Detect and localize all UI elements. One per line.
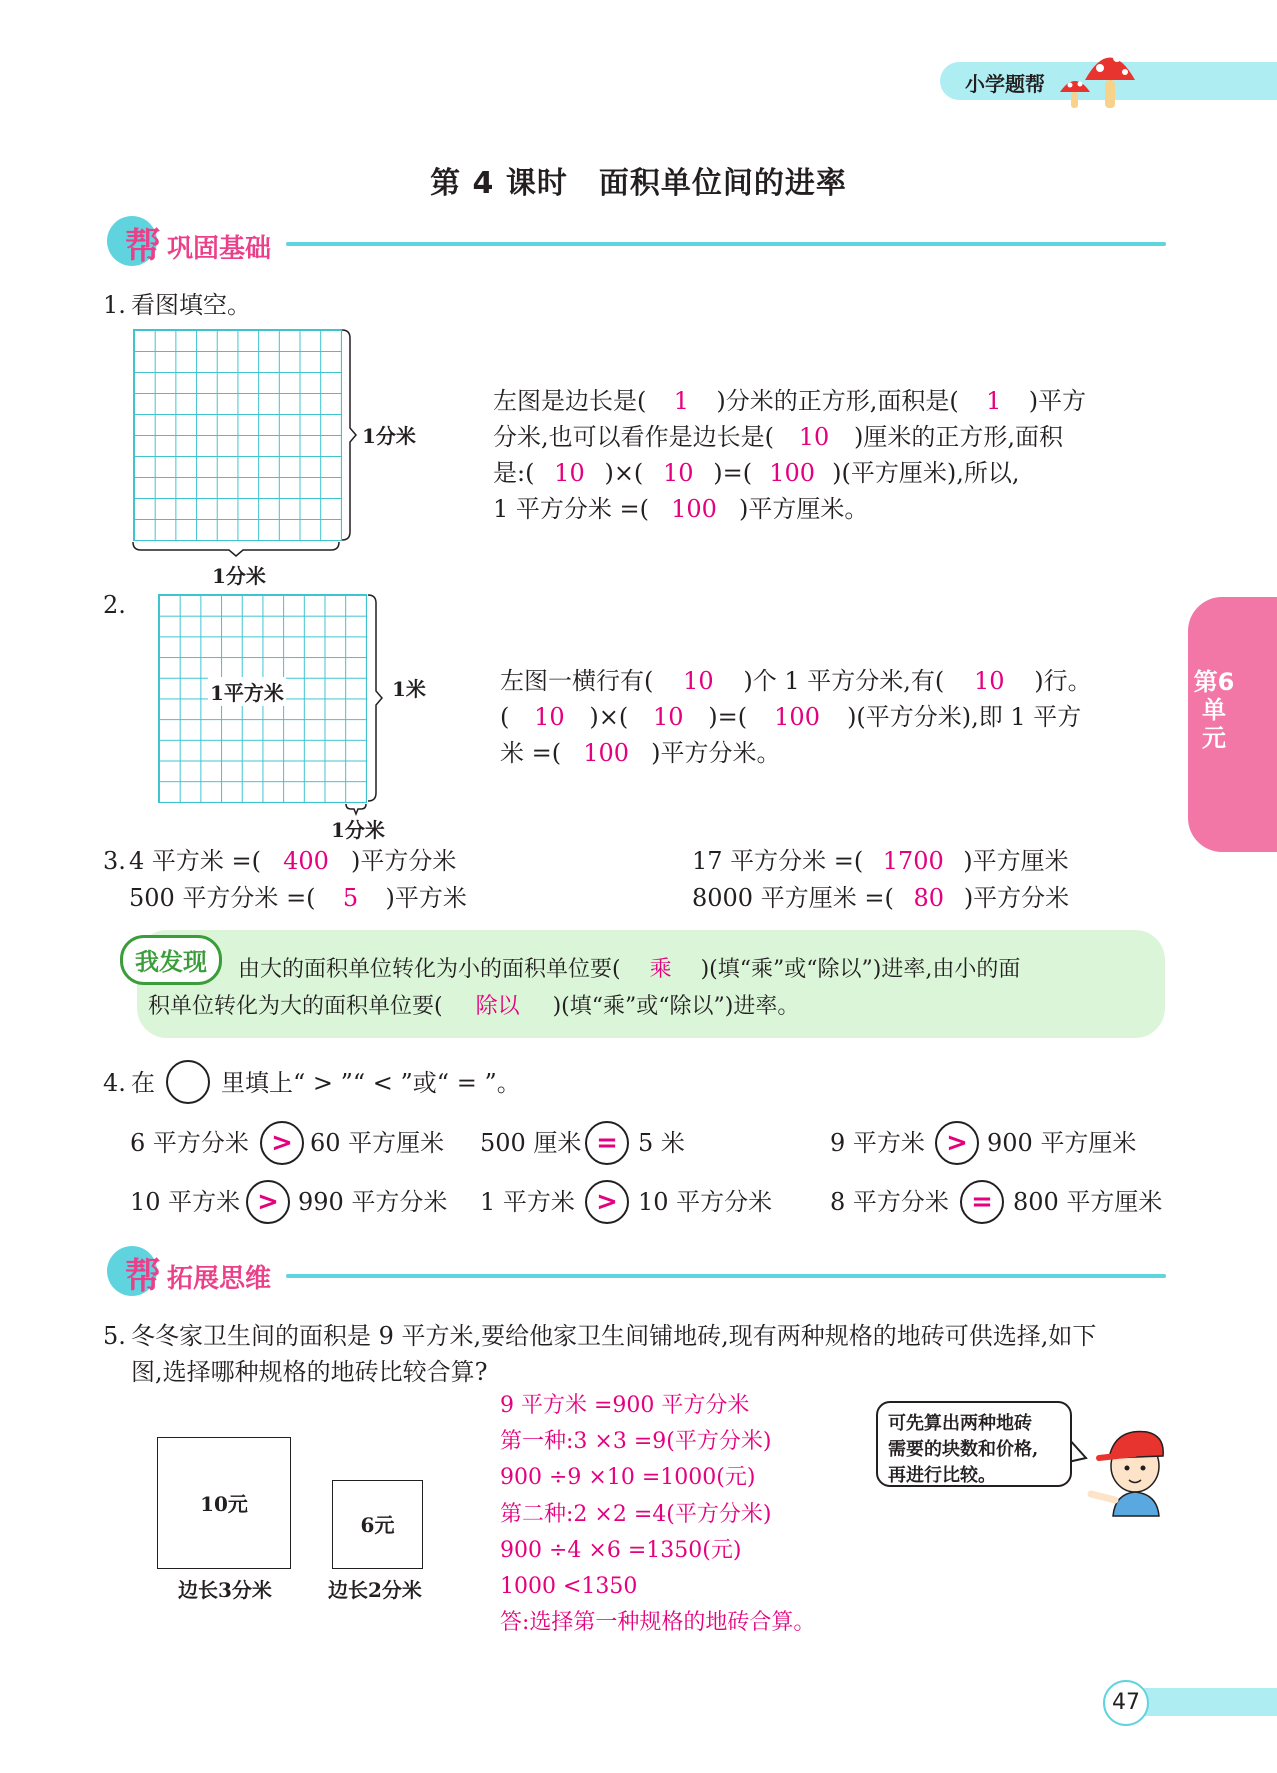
q3-number: 3. (103, 847, 126, 875)
answer: 5 (342, 884, 359, 912)
answer: 10 (663, 459, 694, 487)
section-bang: 帮 (125, 226, 162, 267)
q1-brace-bottom (131, 540, 343, 560)
page-title: 第 4 课时 面积单位间的进率 (430, 166, 847, 201)
q2-text-line3: 米 =( 100 )平方分米。 (500, 735, 780, 771)
q4-item-left: 1 平方米 (480, 1188, 575, 1216)
q4-number: 4. (103, 1069, 126, 1097)
q4-prompt-post: 里填上“ > ”“ < ”或“ = ”。 (221, 1069, 521, 1097)
q4-item-right: 10 平方分米 (638, 1188, 773, 1216)
unit-side-label: 第6单元 (1193, 668, 1235, 752)
answer-line: 第二种:2 ×2 =4(平方分米) (500, 1501, 772, 1527)
q1-number: 1. (103, 291, 126, 319)
answer: 10 (798, 423, 830, 451)
tile-small-caption: 边长2分米 (328, 1578, 422, 1602)
compare-circle-icon (166, 1060, 210, 1104)
q5-line1: 冬冬家卫生间的面积是 9 平方米,要给他家卫生间铺地砖,现有两种规格的地砖可供选择,如下 (131, 1322, 1097, 1350)
answer: 除以 (475, 994, 520, 1019)
answer-line: 9 平方米 =900 平方分米 (500, 1393, 750, 1418)
q4-item-right: 60 平方厘米 (310, 1129, 445, 1157)
q2-text-line2: ( 10 )×( 10 )=( 100 )(平方分米),即 1 平方 (500, 699, 1081, 735)
q3-item-c: 500 平方分米 =( 5 )平方米 (129, 880, 467, 916)
discover-line2: 积单位转化为大的面积单位要( 除以 )(填“乘”或“除以”)进率。 (148, 990, 799, 1024)
q1-text-line2: 分米,也可以看作是边长是( 10 )厘米的正方形,面积 (493, 419, 1063, 455)
q5-number: 5. (103, 1322, 126, 1350)
tile-small: 6元 (332, 1480, 423, 1569)
q4-item-right: 990 平方分米 (298, 1188, 448, 1216)
hint-bubble: 可先算出两种地砖 需要的块数和价格, 再进行比较。 (876, 1401, 1072, 1487)
q3-item-b: 17 平方分米 =( 1700 )平方厘米 (692, 843, 1069, 879)
q1-prompt: 看图填空。 (131, 291, 251, 319)
q4-item-left: 9 平方米 (830, 1129, 925, 1157)
section-divider (286, 1274, 1166, 1278)
discover-line1: 由大的面积单位转化为小的面积单位要( 乘 )(填“乘”或“除以”)进率,由小的面 (238, 953, 1020, 987)
q2-label-right: 1米 (392, 677, 426, 701)
answer: 1 (673, 387, 690, 415)
q4-item-left: 500 厘米 (480, 1129, 582, 1157)
section-title-extend: 拓展思维 (167, 1264, 272, 1294)
q4-answer-circle: > (246, 1180, 290, 1224)
q1-text-line3: 是:( 10 )×( 10 )=( 100 )(平方厘米),所以, (493, 455, 1020, 491)
answer-line: 答:选择第一种规格的地砖合算。 (500, 1610, 816, 1636)
answer-line: 1000 <1350 (500, 1574, 638, 1600)
q1-label-right: 1分米 (362, 424, 416, 448)
q5-answer (500, 1388, 815, 1641)
q4-answer-circle: = (960, 1180, 1004, 1224)
discover-badge: 我发现 (120, 935, 222, 985)
section-divider (286, 242, 1166, 246)
answer: 80 (913, 884, 945, 912)
q2-brace-right (366, 593, 386, 805)
tile-large: 10元 (157, 1437, 291, 1569)
answer-line: 900 ÷4 ×6 =1350(元) (500, 1537, 742, 1563)
q4-item-left: 8 平方分米 (830, 1188, 949, 1216)
answer: 100 (769, 459, 816, 487)
answer: 100 (583, 739, 630, 767)
section-title-basic: 巩固基础 (167, 234, 272, 264)
answer: 10 (683, 667, 714, 695)
q5-line2: 图,选择哪种规格的地砖比较合算? (131, 1358, 488, 1386)
brand-label: 小学题帮 (965, 72, 1045, 96)
q1-grid (133, 329, 342, 541)
answer: 100 (774, 703, 820, 731)
answer-line: 第一种:3 ×3 =9(平方分米) (500, 1429, 772, 1455)
q2-number: 2. (103, 591, 126, 619)
answer: 10 (534, 703, 565, 731)
answer: 1 (986, 387, 1002, 415)
answer: 10 (554, 459, 585, 487)
q1-label-bottom: 1分米 (212, 564, 266, 588)
q3-item-a: 4 平方米 =( 400 )平方分米 (129, 843, 456, 879)
q4-item-left: 6 平方分米 (130, 1129, 249, 1157)
q4-answer-circle: = (585, 1121, 629, 1165)
answer: 10 (973, 667, 1005, 695)
q4-item-right: 5 米 (638, 1129, 685, 1157)
q1-text-line1: 左图是边长是( 1 )分米的正方形,面积是( 1 )平方 (493, 383, 1086, 419)
q4-answer-circle: > (585, 1180, 629, 1224)
page-number: 47 (1103, 1680, 1149, 1726)
tile-large-caption: 边长3分米 (178, 1578, 272, 1602)
q1-text-line4: 1 平方分米 =( 100 )平方厘米。 (493, 491, 868, 527)
q4-item-right: 800 平方厘米 (1013, 1188, 1163, 1216)
mushroom-icon (1055, 40, 1140, 112)
section-bang: 帮 (125, 1256, 162, 1297)
answer-line: 900 ÷9 ×10 =1000(元) (500, 1465, 756, 1491)
q1-brace-right (340, 328, 360, 544)
answer: 10 (652, 703, 684, 731)
q4-item-right: 900 平方厘米 (987, 1129, 1137, 1157)
q3-item-d: 8000 平方厘米 =( 80 )平方分米 (692, 880, 1069, 916)
q4-answer-circle: > (260, 1121, 304, 1165)
answer: 1700 (882, 847, 944, 875)
answer: 乘 (649, 957, 672, 982)
q4-item-left: 10 平方米 (130, 1188, 241, 1216)
answer: 400 (283, 847, 329, 875)
boy-cartoon-icon (1085, 1418, 1175, 1518)
q2-text-line1: 左图一横行有( 10 )个 1 平方分米,有( 10 )行。 (500, 663, 1092, 699)
answer: 100 (671, 495, 717, 523)
q4-answer-circle: > (935, 1121, 979, 1165)
q4-prompt-pre: 在 (131, 1069, 155, 1097)
q2-label-bottom: 1分米 (331, 818, 385, 842)
q2-label-center: 1平方米 (208, 677, 286, 706)
